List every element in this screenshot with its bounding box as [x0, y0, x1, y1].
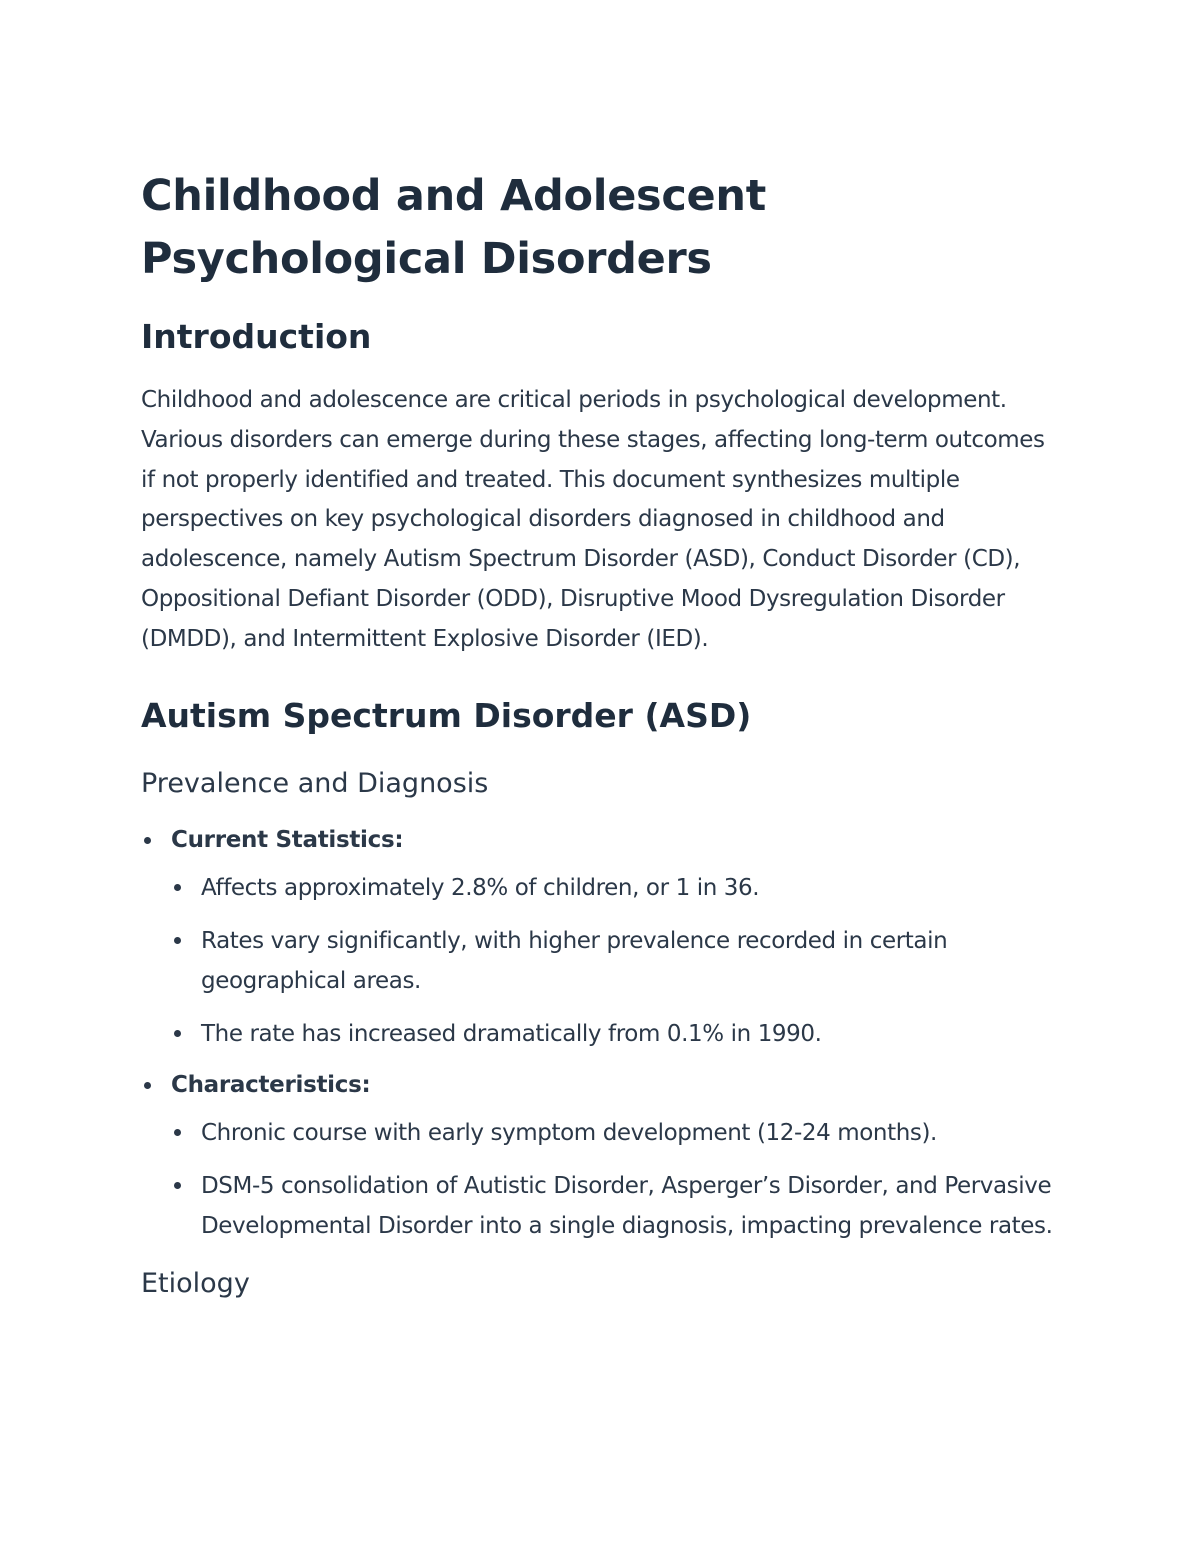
bullet-icon: [144, 837, 151, 844]
list-item-text: The rate has increased dramatically from 0.1% in 1990.: [201, 1020, 822, 1047]
document-title-line-2: Psychological Disorders: [141, 234, 712, 284]
bullet-icon: [174, 937, 181, 944]
bullet-icon: [174, 1030, 181, 1037]
list-item-text: Chronic course with early symptom development (12-24 months).: [201, 1119, 937, 1146]
list-item: [171, 1014, 1061, 1054]
list-item: [171, 868, 1061, 908]
introduction-paragraph: Childhood and adolescence are critical periods in psychological development. Various disorders can emerge during these stages, affecting long-term outcomes if not properly identified and treated. This document synthesizes multiple perspectives on key psychological disorders diagnosed in childhood and adolescence, namely Autism Spectrum Disorder (ASD), Conduct Disorder (CD), Oppositional Defiant Disorder (ODD), Disruptive Mood Dysregulation Disorder (DMDD), and Intermittent Explosive Disorder (IED).: [141, 387, 1045, 652]
document-title-line-1: Childhood and Adolescent: [141, 171, 766, 221]
list-item: [171, 1113, 1061, 1153]
list-item-text: Rates vary significantly, with higher prevalence recorded in certain geographical areas.: [201, 927, 948, 994]
document-title: [141, 165, 1061, 291]
bullet-icon: [144, 1082, 151, 1089]
current-statistics-sublist: [171, 868, 1061, 1054]
etiology-subheading: Etiology: [141, 1267, 250, 1299]
prevalence-subheading: Prevalence and Diagnosis: [141, 767, 489, 799]
list-item-label: Characteristics:: [171, 1071, 371, 1098]
list-item-characteristics: [141, 1067, 1061, 1246]
bullet-icon: [174, 884, 181, 891]
asd-section-heading: Autism Spectrum Disorder (ASD): [141, 695, 752, 735]
list-item: [171, 921, 1061, 1001]
list-item-text: Affects approximately 2.8% of children, or 1 in 36.: [201, 874, 760, 901]
list-item: [171, 1166, 1061, 1246]
prevalence-list: [141, 822, 1061, 1246]
list-item-text: DSM-5 consolidation of Autistic Disorder, Asperger’s Disorder, and Pervasive Developmental Disorder into a single diagnosis, impacting prevalence rates.: [201, 1172, 1053, 1239]
list-item-current-statistics: [141, 822, 1061, 1054]
bullet-icon: [174, 1182, 181, 1189]
list-item-label: Current Statistics:: [171, 826, 404, 853]
characteristics-sublist: [171, 1113, 1061, 1246]
document-page: [141, 165, 1061, 1304]
introduction-heading: Introduction: [141, 317, 372, 356]
bullet-icon: [174, 1129, 181, 1136]
